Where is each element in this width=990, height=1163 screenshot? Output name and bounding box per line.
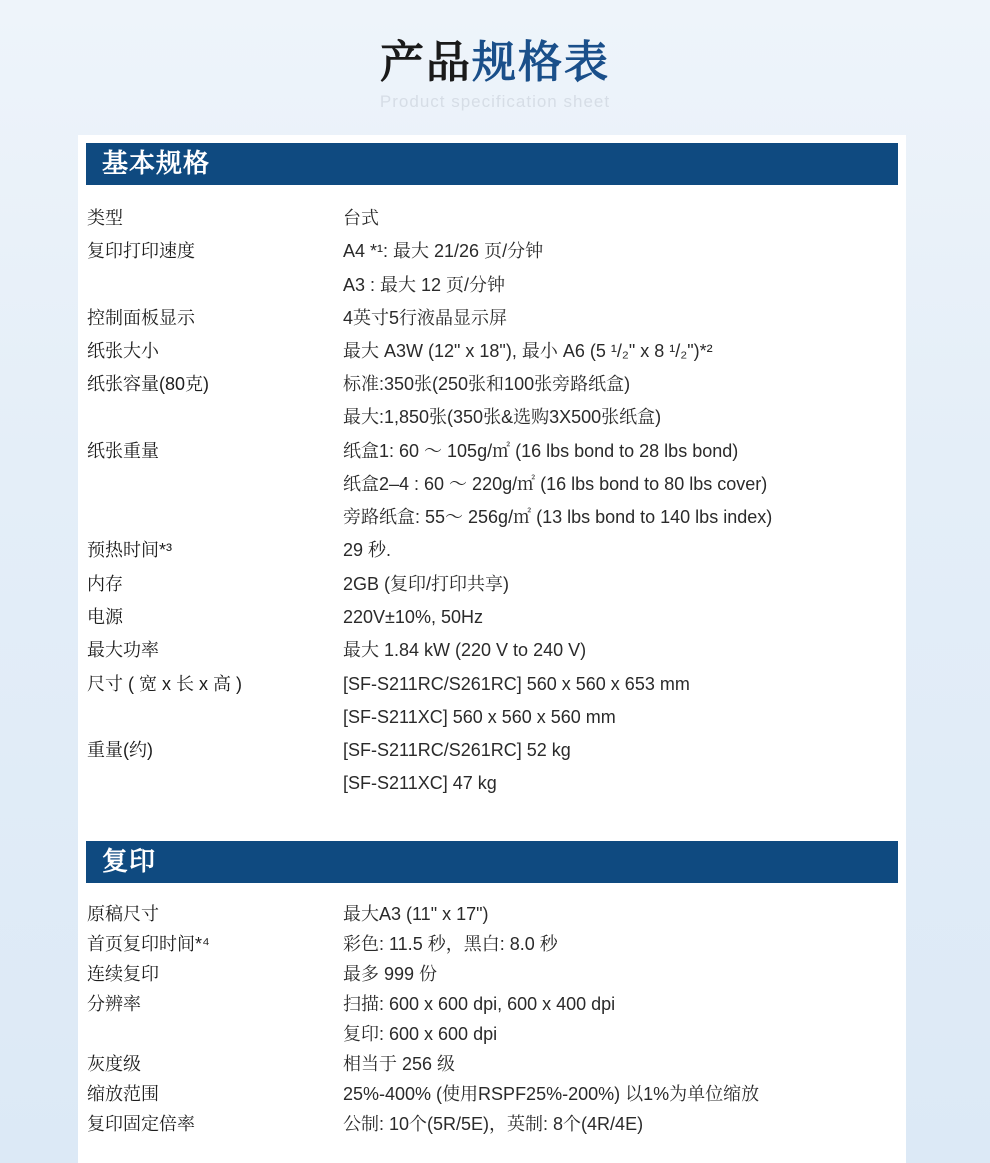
spec-label: 控制面板显示 xyxy=(87,308,195,328)
spec-value: A3 : 最大 12 页/分钟 xyxy=(343,275,506,295)
title-plain: 产品 xyxy=(380,37,472,88)
title-accent: 规格表 xyxy=(472,37,610,88)
section-header-basic: 基本规格 xyxy=(86,143,898,185)
spec-value: 标准:350张(250张和100张旁路纸盒) xyxy=(343,374,631,394)
spec-value: 最多 999 份 xyxy=(343,964,438,984)
spec-value: 台式 xyxy=(343,208,379,228)
spec-value: A4 *¹: 最大 21/26 页/分钟 xyxy=(343,241,544,261)
spec-label: 纸张容量(80克) xyxy=(87,374,210,394)
spec-value: [SF-S211RC/S261RC] 52 kg xyxy=(343,740,571,760)
spec-label: 最大功率 xyxy=(87,640,159,660)
spec-value: 旁路纸盒: 55～ 256g/㎡ (13 lbs bond to 140 lbs index) xyxy=(343,507,773,527)
spec-label: 首页复印时间*⁴ xyxy=(87,934,210,954)
page-subtitle: Product specification sheet xyxy=(379,92,611,111)
spec-label: 纸张重量 xyxy=(87,441,159,461)
spec-label: 预热时间*³ xyxy=(87,540,172,560)
spec-label: 分辨率 xyxy=(87,994,141,1014)
page-header xyxy=(0,0,990,135)
spec-value: 4英寸5行液晶显示屏 xyxy=(343,308,508,328)
spec-label: 复印打印速度 xyxy=(87,241,195,261)
spec-label: 灰度级 xyxy=(87,1054,141,1074)
spec-label: 重量(约) xyxy=(87,740,153,760)
section-header-copy: 复印 xyxy=(86,841,898,883)
spec-value: [SF-S211XC] 560 x 560 x 560 mm xyxy=(343,707,616,727)
spec-value: 最大 A3W (12" x 18"), 最小 A6 (5 ¹/₂" x 8 ¹/₂")*² xyxy=(343,341,713,361)
spec-label: 纸张大小 xyxy=(87,341,159,361)
spec-value: 最大:1,850张(350张&选购3X500张纸盒) xyxy=(343,407,662,427)
spec-label: 缩放范围 xyxy=(87,1084,159,1104)
spec-value: 扫描: 600 x 600 dpi, 600 x 400 dpi xyxy=(343,994,616,1014)
spec-card xyxy=(78,135,906,1163)
spec-value: 最大A3 (11" x 17") xyxy=(343,904,489,924)
spec-label: 类型 xyxy=(87,208,123,228)
spec-label: 尺寸 ( 宽 x 长 x 高 ) xyxy=(87,674,242,694)
spec-value: [SF-S211XC] 47 kg xyxy=(343,773,497,793)
spec-label: 复印固定倍率 xyxy=(87,1114,195,1134)
spec-label: 内存 xyxy=(87,574,123,594)
page-title xyxy=(0,26,990,90)
spec-value: 25%-400% (使用RSPF25%-200%) 以1%为单位缩放 xyxy=(343,1084,760,1104)
spec-value: 220V±10%, 50Hz xyxy=(343,607,483,627)
spec-value: 最大 1.84 kW (220 V to 240 V) xyxy=(343,640,587,660)
spec-value: 纸盒1: 60 ～ 105g/㎡ (16 lbs bond to 28 lbs bond) xyxy=(343,441,739,461)
spec-value: [SF-S211RC/S261RC] 560 x 560 x 653 mm xyxy=(343,674,690,694)
spec-label: 电源 xyxy=(87,607,123,627)
spec-value: 2GB (复印/打印共享) xyxy=(343,574,510,594)
spec-value: 复印: 600 x 600 dpi xyxy=(343,1024,498,1044)
spec-label: 连续复印 xyxy=(87,964,159,984)
spec-value: 纸盒2–4 : 60 ～ 220g/㎡ (16 lbs bond to 80 lbs cover) xyxy=(343,474,768,494)
spec-value: 相当于 256 级 xyxy=(343,1054,456,1074)
spec-label: 原稿尺寸 xyxy=(87,904,159,924)
spec-value: 公制: 10个(5R/5E)，英制: 8个(4R/4E) xyxy=(343,1114,644,1134)
spec-value: 彩色: 11.5 秒，黑白: 8.0 秒 xyxy=(343,934,558,954)
spec-value: 29 秒. xyxy=(343,540,392,560)
